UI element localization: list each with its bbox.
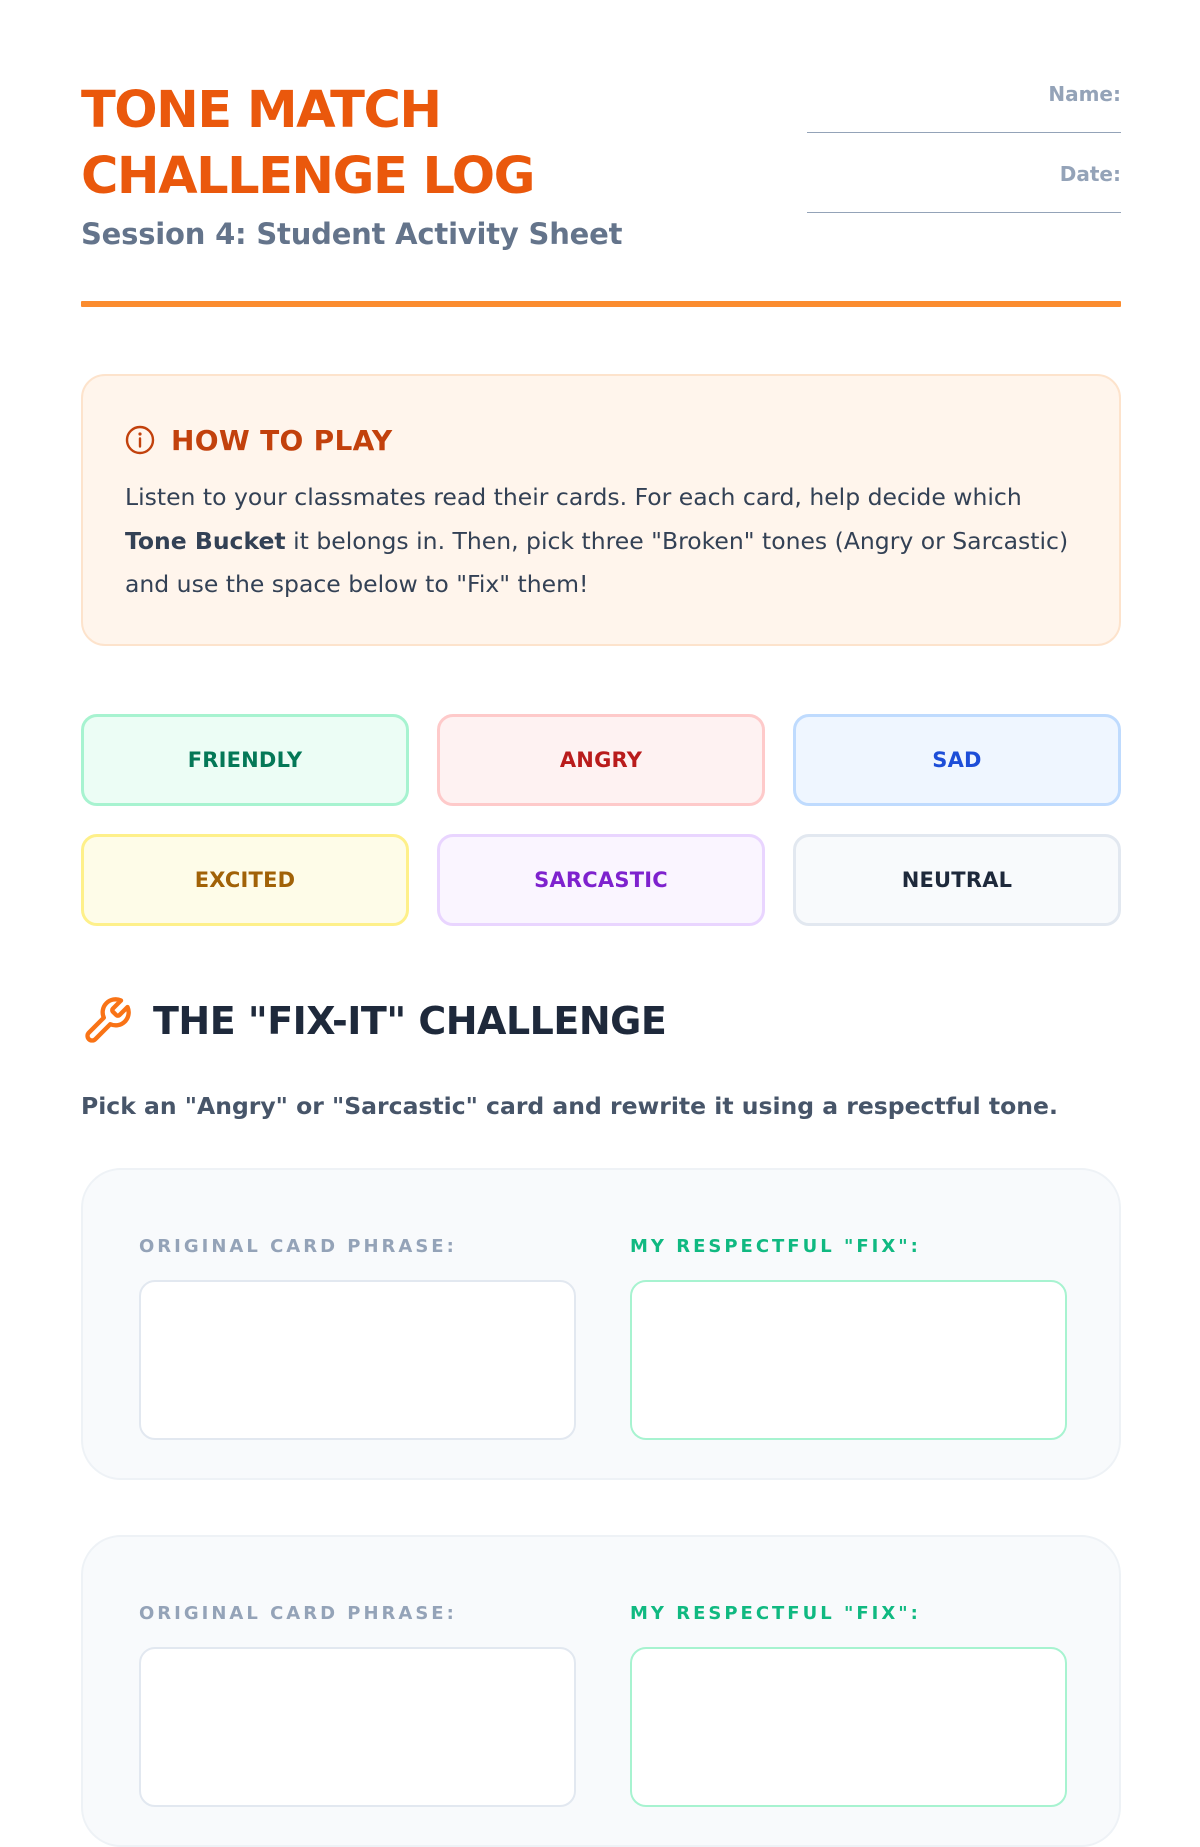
instructions-part-1: Listen to your classmates read their cards. For each card, help decide which — [125, 483, 1022, 511]
tone-buckets — [81, 714, 1121, 928]
tone-bucket-excited[interactable]: EXCITED — [81, 834, 409, 926]
how-to-play-heading — [125, 422, 392, 458]
original-phrase-label: ORIGINAL CARD PHRASE: — [139, 1236, 457, 1257]
tone-bucket-friendly[interactable]: FRIENDLY — [81, 714, 409, 806]
original-phrase-label: ORIGINAL CARD PHRASE: — [139, 1603, 457, 1624]
fix-it-entry — [81, 1535, 1121, 1847]
fix-it-title: THE "FIX-IT" CHALLENGE — [153, 999, 667, 1043]
title-line-2: CHALLENGE LOG — [81, 147, 534, 206]
original-phrase-box[interactable] — [139, 1280, 576, 1440]
fix-it-description: Pick an "Angry" or "Sarcastic" card and rewrite it using a respectful tone. — [81, 1092, 1058, 1120]
sheet-header — [81, 78, 1121, 298]
tone-bucket-neutral[interactable]: NEUTRAL — [793, 834, 1121, 926]
activity-sheet — [81, 0, 1121, 1624]
instructions-part-2: it belongs in. Then, pick three "Broken" tones (Angry or Sarcastic) and use the space below to "Fix" them! — [125, 526, 1069, 598]
how-to-play-text — [125, 476, 1085, 607]
student-info — [801, 78, 1121, 238]
original-phrase-box[interactable] — [139, 1647, 576, 1807]
name-row — [801, 78, 1121, 158]
wrench-icon — [81, 995, 133, 1047]
respectful-fix-label: MY RESPECTFUL "FIX": — [630, 1236, 921, 1257]
date-row — [801, 158, 1121, 238]
info-icon — [125, 425, 155, 455]
respectful-fix-box[interactable] — [630, 1280, 1067, 1440]
respectful-fix-box[interactable] — [630, 1647, 1067, 1807]
page-subtitle: Session 4: Student Activity Sheet — [81, 217, 623, 251]
title-line-1: TONE MATCH — [81, 81, 441, 140]
fix-it-heading — [81, 994, 666, 1048]
name-write-line[interactable] — [807, 132, 1121, 133]
how-to-play-panel — [81, 374, 1121, 646]
header-divider — [81, 301, 1121, 307]
tone-bucket-angry[interactable]: ANGRY — [437, 714, 765, 806]
instructions-bold: Tone Bucket — [125, 526, 286, 555]
fix-it-entry — [81, 1168, 1121, 1480]
respectful-fix-label: MY RESPECTFUL "FIX": — [630, 1603, 921, 1624]
tone-bucket-sad[interactable]: SAD — [793, 714, 1121, 806]
how-to-play-title: HOW TO PLAY — [171, 423, 393, 457]
name-label: Name: — [1048, 82, 1121, 106]
page-title — [81, 78, 641, 210]
date-label: Date: — [1059, 162, 1121, 186]
tone-bucket-sarcastic[interactable]: SARCASTIC — [437, 834, 765, 926]
date-write-line[interactable] — [807, 212, 1121, 213]
